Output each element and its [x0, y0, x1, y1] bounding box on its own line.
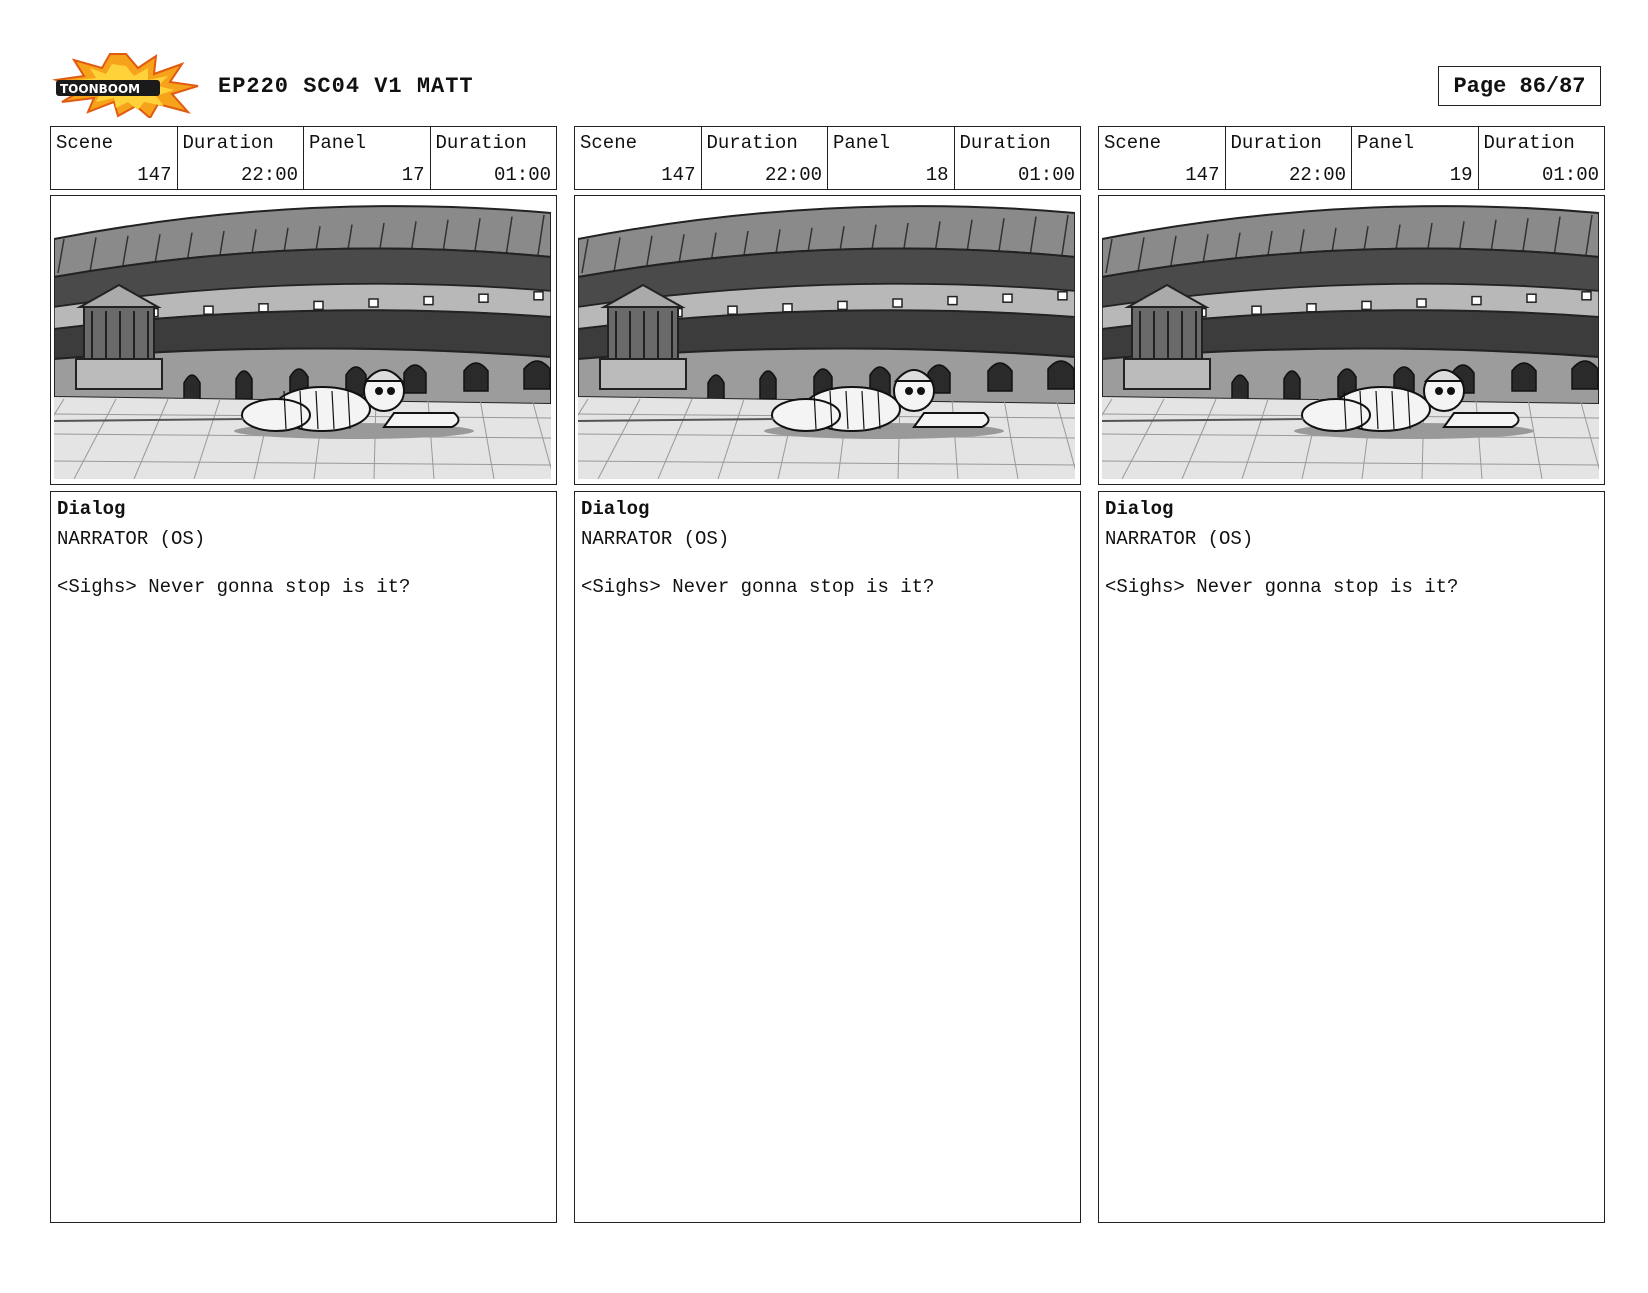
panel-image	[50, 195, 557, 485]
panel-value: 18	[925, 164, 949, 186]
panel-header	[1098, 126, 1605, 190]
panel-duration-label: Duration	[959, 132, 1051, 154]
toonboom-logo-burst-icon	[52, 52, 200, 118]
panel-duration-value: 01:00	[493, 164, 551, 186]
scene-label: Scene	[56, 132, 114, 154]
panel-image	[574, 195, 1081, 485]
panel-image	[1098, 195, 1605, 485]
panel-header	[50, 126, 557, 190]
dialog-speaker: NARRATOR (OS)	[57, 528, 206, 550]
scene-label: Scene	[1104, 132, 1162, 154]
panel-duration-cell	[430, 127, 557, 189]
page-title: EP220 SC04 V1 MATT	[218, 74, 474, 99]
panel-header	[574, 126, 1081, 190]
arena-sketch	[1102, 199, 1599, 479]
dialog-line: <Sighs> Never gonna stop is it?	[1105, 576, 1459, 598]
scene-duration-value: 22:00	[764, 164, 822, 186]
dialog-label: Dialog	[1105, 498, 1174, 520]
toonboom-logo	[52, 52, 200, 118]
dialog-line: <Sighs> Never gonna stop is it?	[581, 576, 935, 598]
scene-duration-value: 22:00	[240, 164, 298, 186]
arena-sketch	[54, 199, 551, 479]
scene-cell	[575, 127, 701, 189]
dialog-speaker: NARRATOR (OS)	[1105, 528, 1254, 550]
dialog-line: <Sighs> Never gonna stop is it?	[57, 576, 411, 598]
panel-duration-label: Duration	[435, 132, 527, 154]
dialog-box	[50, 491, 557, 1223]
arena-sketch	[578, 199, 1075, 479]
dialog-box	[1098, 491, 1605, 1223]
panel-cell	[1351, 127, 1478, 189]
storyboard-panel	[574, 126, 1081, 1223]
panel-duration-label: Duration	[1483, 132, 1575, 154]
scene-cell	[1099, 127, 1225, 189]
dialog-label: Dialog	[581, 498, 650, 520]
svg-text:TOONBOOM: TOONBOOM	[60, 82, 141, 96]
page-number: Page 86/87	[1438, 66, 1601, 106]
scene-duration-cell	[1225, 127, 1352, 189]
panel-value: 17	[401, 164, 425, 186]
scene-duration-label: Duration	[706, 132, 798, 154]
panel-label: Panel	[309, 132, 367, 154]
panel-label: Panel	[833, 132, 891, 154]
scene-value: 147	[137, 164, 172, 186]
panel-duration-cell	[954, 127, 1081, 189]
storyboard-panel	[50, 126, 557, 1223]
panel-value: 19	[1449, 164, 1473, 186]
panel-duration-cell	[1478, 127, 1605, 189]
panel-cell	[303, 127, 430, 189]
dialog-speaker: NARRATOR (OS)	[581, 528, 730, 550]
scene-duration-value: 22:00	[1288, 164, 1346, 186]
scene-duration-cell	[701, 127, 828, 189]
scene-label: Scene	[580, 132, 638, 154]
scene-value: 147	[1185, 164, 1220, 186]
panel-cell	[827, 127, 954, 189]
scene-value: 147	[661, 164, 696, 186]
panel-duration-value: 01:00	[1017, 164, 1075, 186]
dialog-box	[574, 491, 1081, 1223]
storyboard-panel	[1098, 126, 1605, 1223]
scene-duration-cell	[177, 127, 304, 189]
dialog-label: Dialog	[57, 498, 126, 520]
panel-label: Panel	[1357, 132, 1415, 154]
panel-duration-value: 01:00	[1541, 164, 1599, 186]
scene-duration-label: Duration	[1230, 132, 1322, 154]
scene-duration-label: Duration	[182, 132, 274, 154]
scene-cell	[51, 127, 177, 189]
